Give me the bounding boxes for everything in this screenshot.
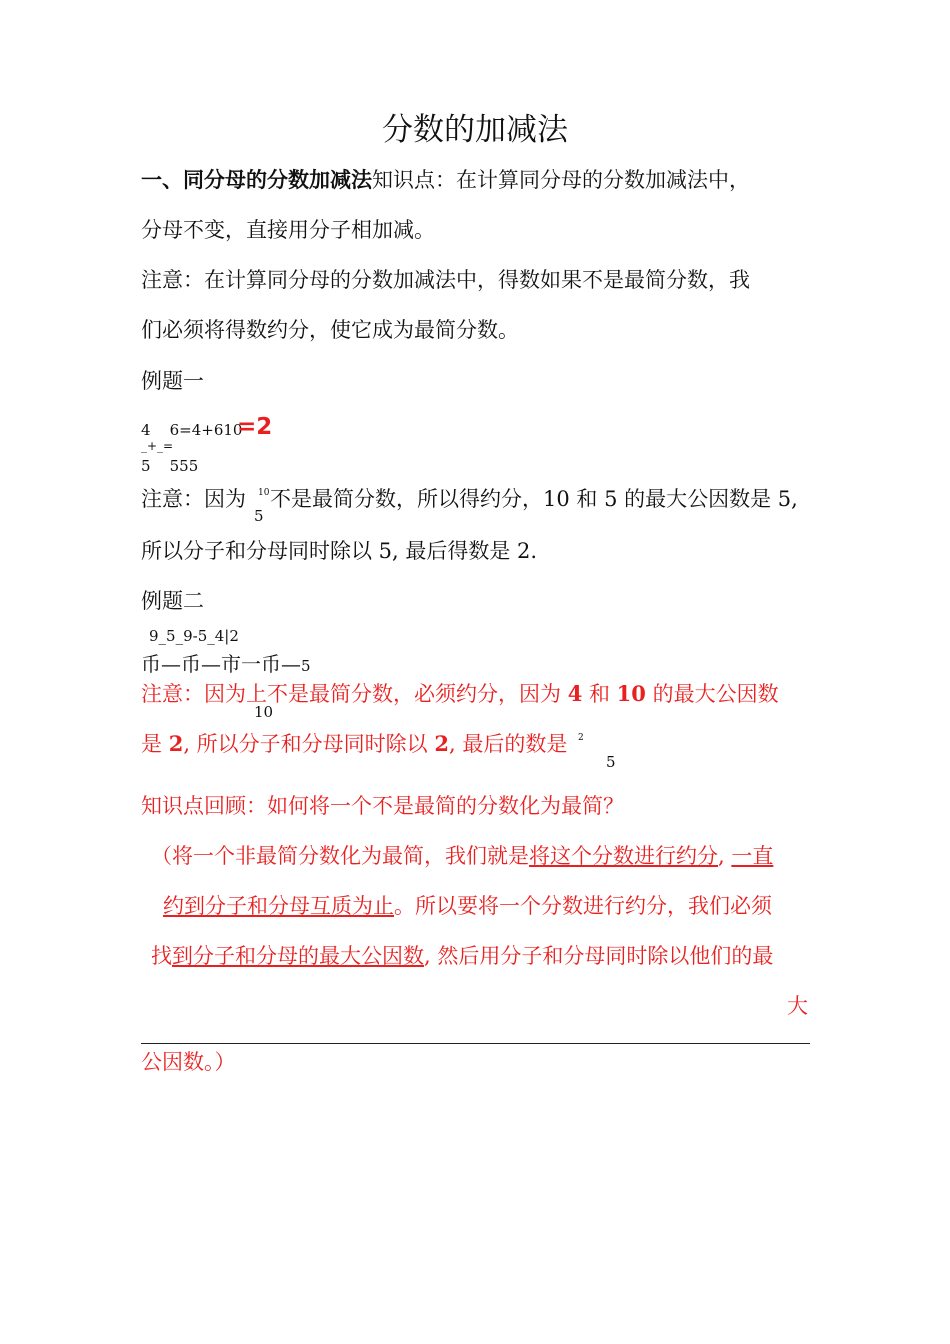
example2-n4: 4 [567,681,583,706]
example2-eq-bot-tail: 5 [301,657,311,675]
example2-eq-bot [141,648,311,677]
example2-n2a: 2 [168,731,184,756]
review-line5: 公因数。） [141,1050,236,1074]
page-title: 分数的加减法 [382,112,568,148]
example1-note-post: 不是最简分数，所以得约分，10 和 5 的最大公因数是 5, [270,487,798,511]
review-l3-a: 找 [151,944,172,968]
example2-eq-bot-main: 币—币—市一币— [141,652,301,676]
review-line1 [151,840,773,870]
example2-note-b2: , 所以分子和分母同时除以 [183,732,435,756]
section1-note-b: 们必须将得数约分，使它成为最简分数。 [141,318,519,342]
example1-label: 例题一 [141,369,204,393]
review-line2 [163,890,772,920]
example1-eq-mid: _+_= [141,439,174,453]
example1-frac-num: 10 [258,488,270,498]
example1-eq-result: =2 [237,414,273,440]
example2-note-b1: 是 [141,732,169,756]
review-line3 [151,940,773,970]
section1-note-a: 注意：在计算同分母的分数加减法中，得数如果不是最简分数，我 [141,268,750,292]
example1-eq-top: 4 6=4+610 [141,421,243,439]
example1-frac-den: 5 [254,507,264,525]
review-l3-b: , 然后用分子和分母同时除以他们的最 [424,944,774,968]
example1-note-b: 所以分子和分母同时除以 5, 最后得数是 2. [141,539,538,563]
example2-res-num: 2 [578,733,584,743]
example2-note-b [141,728,567,758]
example2-note-a [141,678,779,708]
example2-res-den: 5 [606,753,616,771]
review-l3-u: 到分子和分母的最大公因数 [172,944,424,968]
review-l1-b: , [718,844,732,868]
example2-note-mid2: 和 [582,682,617,706]
example2-eq-top: 9_5_9-5_4|2 [149,627,239,645]
section1-heading: 一、同分母的分数加减法 [141,168,372,192]
section1-intro-a: 知识点：在计算同分母的分数加减法中， [372,168,750,192]
review-l2-b: 。所以要将一个分数进行约分，我们必须 [394,894,772,918]
example2-frac-num: 上 [246,682,267,706]
example1-note-a [141,483,246,513]
review-line4: 大 [787,994,808,1018]
example2-note-pre: 注意：因为 [141,682,246,706]
example2-label: 例题二 [141,589,204,613]
example2-note-mid3: 的最大公因数 [645,682,779,706]
review-question: 知识点回顾：如何将一个不是最简的分数化为最简？ [141,794,624,818]
example2-note-b3: , 最后的数是 [448,732,568,756]
divider [141,1043,810,1044]
example1-eq-bot: 5 555 [141,457,199,475]
review-l2-u: 约到分子和分母互质为止 [163,894,394,918]
section1-line1 [141,164,750,194]
section1-intro-b: 分母不变，直接用分子相加减。 [141,218,435,242]
review-l1-a: （将一个非最简分数化为最简，我们就是 [151,844,529,868]
example2-note-mid1: 不是最简分数，必须约分，因为 [267,682,568,706]
review-l1-u2: 一直 [731,844,774,868]
example2-n2b: 2 [434,731,449,756]
review-l1-u1: 将这个分数进行约分 [529,844,718,868]
example1-note-pre: 注意：因为 [141,487,246,511]
example2-frac-den: 10 [254,703,274,721]
example2-n10: 10 [616,681,646,706]
